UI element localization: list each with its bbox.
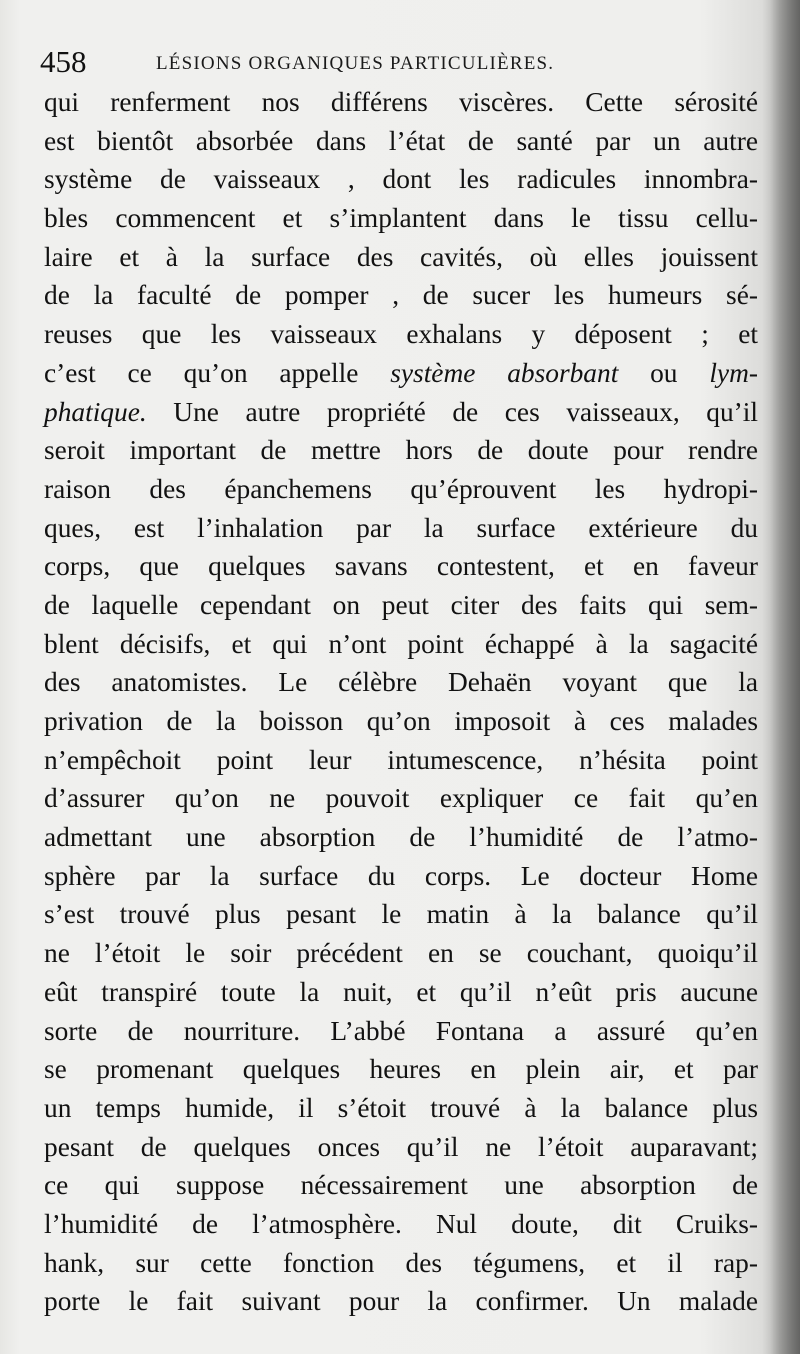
text-line xyxy=(44,895,758,934)
text-line xyxy=(44,354,758,393)
gutter-shadow xyxy=(770,0,800,1354)
text-segment: l’humidité de l’atmosphère. Nul doute, dit Cruiks- xyxy=(44,1208,758,1239)
italic-text: phatique. xyxy=(44,396,147,427)
body-text xyxy=(44,83,758,1321)
text-line xyxy=(44,1166,758,1205)
text-line xyxy=(44,1050,758,1089)
text-segment: hank, sur cette fonction des tégumens, et il rap- xyxy=(44,1247,758,1278)
text-line xyxy=(44,702,758,741)
text-segment: ce qui suppose nécessairement une absorption de xyxy=(44,1170,758,1201)
text-segment: c’est ce qu’on appelle xyxy=(44,357,391,388)
text-segment: Une autre propriété de ces vaisseaux, qu’il xyxy=(146,396,758,427)
text-line xyxy=(44,276,758,315)
text-segment: ques, est l’inhalation par la surface extérieure du xyxy=(44,512,758,543)
text-line xyxy=(44,315,758,354)
text-segment: se promenant quelques heures en plein air, et par xyxy=(44,1054,758,1085)
text-line xyxy=(44,1089,758,1128)
text-segment: un temps humide, il s’étoit trouvé à la balance plus xyxy=(44,1092,758,1123)
text-segment: bles commencent et s’implantent dans le tissu cellu- xyxy=(44,203,758,234)
text-segment: eût transpiré toute la nuit, et qu’il n’eût pris aucune xyxy=(44,976,758,1007)
text-line xyxy=(44,199,758,238)
text-segment: qui renferment nos différens viscères. Cette sérosité xyxy=(44,87,758,117)
text-segment: reuses que les vaisseaux exhalans y déposent ; et xyxy=(44,319,758,350)
text-line xyxy=(44,1012,758,1051)
text-line xyxy=(44,663,758,702)
text-line xyxy=(44,393,758,432)
text-line xyxy=(44,122,758,161)
text-segment: sphère par la surface du corps. Le docteur Home xyxy=(44,860,758,891)
text-line xyxy=(44,741,758,780)
text-segment: système de vaisseaux , dont les radicules innombra- xyxy=(44,164,758,195)
text-segment: seroit important de mettre hors de doute pour rendre xyxy=(44,435,758,466)
text-segment: privation de la boisson qu’on imposoit à ces malades xyxy=(44,706,758,736)
text-line xyxy=(44,779,758,818)
text-segment: corps, que quelques savans contestent, et en faveur xyxy=(44,551,758,582)
text-segment: raison des épanchemens qu’éprouvent les hydropi- xyxy=(44,473,758,504)
text-segment: ou xyxy=(618,357,710,388)
text-segment: de la faculté de pomper , de sucer les humeurs sé- xyxy=(44,280,758,311)
text-segment: ne l’étoit le soir précédent en se couchant, quoiqu’il xyxy=(44,938,758,969)
text-line xyxy=(44,934,758,973)
text-line xyxy=(44,238,758,277)
text-segment: laire et à la surface des cavités, où elles jouissent xyxy=(44,241,758,272)
text-segment: pesant de quelques onces qu’il ne l’étoit auparavant; xyxy=(44,1131,758,1162)
text-line xyxy=(44,1244,758,1283)
text-line xyxy=(44,431,758,470)
text-line xyxy=(44,586,758,625)
text-line xyxy=(44,818,758,857)
text-line xyxy=(44,625,758,664)
page-number: 458 xyxy=(40,44,87,79)
text-segment: est bientôt absorbée dans l’état de santé par un autre xyxy=(44,125,758,156)
text-line xyxy=(44,509,758,548)
italic-text: lym- xyxy=(709,357,758,388)
text-line xyxy=(44,547,758,586)
italic-text: système absorbant xyxy=(390,357,619,388)
text-line xyxy=(44,1282,758,1321)
text-line xyxy=(44,1205,758,1244)
text-segment: n’empêchoit point leur intumescence, n’hésita point xyxy=(44,744,758,775)
page-header xyxy=(40,44,740,84)
text-segment: sorte de nourriture. L’abbé Fontana a assuré qu’en xyxy=(44,1015,758,1046)
text-segment: porte le fait suivant pour la confirmer. Un malade xyxy=(44,1286,758,1317)
text-line xyxy=(44,973,758,1012)
text-line xyxy=(44,1128,758,1167)
text-line xyxy=(44,857,758,896)
text-line xyxy=(44,83,758,122)
text-segment: blent décisifs, et qui n’ont point échappé à la sagacité xyxy=(44,628,758,659)
text-segment: d’assurer qu’on ne pouvoit expliquer ce fait qu’en xyxy=(44,783,758,814)
text-segment: admettant une absorption de l’humidité de l’atmo- xyxy=(44,822,758,853)
text-segment: de laquelle cependant on peut citer des faits qui sem- xyxy=(44,589,758,620)
text-line xyxy=(44,470,758,509)
running-head: LÉSIONS ORGANIQUES PARTICULIÈRES. xyxy=(156,53,555,74)
text-segment: des anatomistes. Le célèbre Dehaën voyant que la xyxy=(44,667,758,698)
text-segment: s’est trouvé plus pesant le matin à la balance qu’il xyxy=(44,899,758,930)
text-line xyxy=(44,160,758,199)
